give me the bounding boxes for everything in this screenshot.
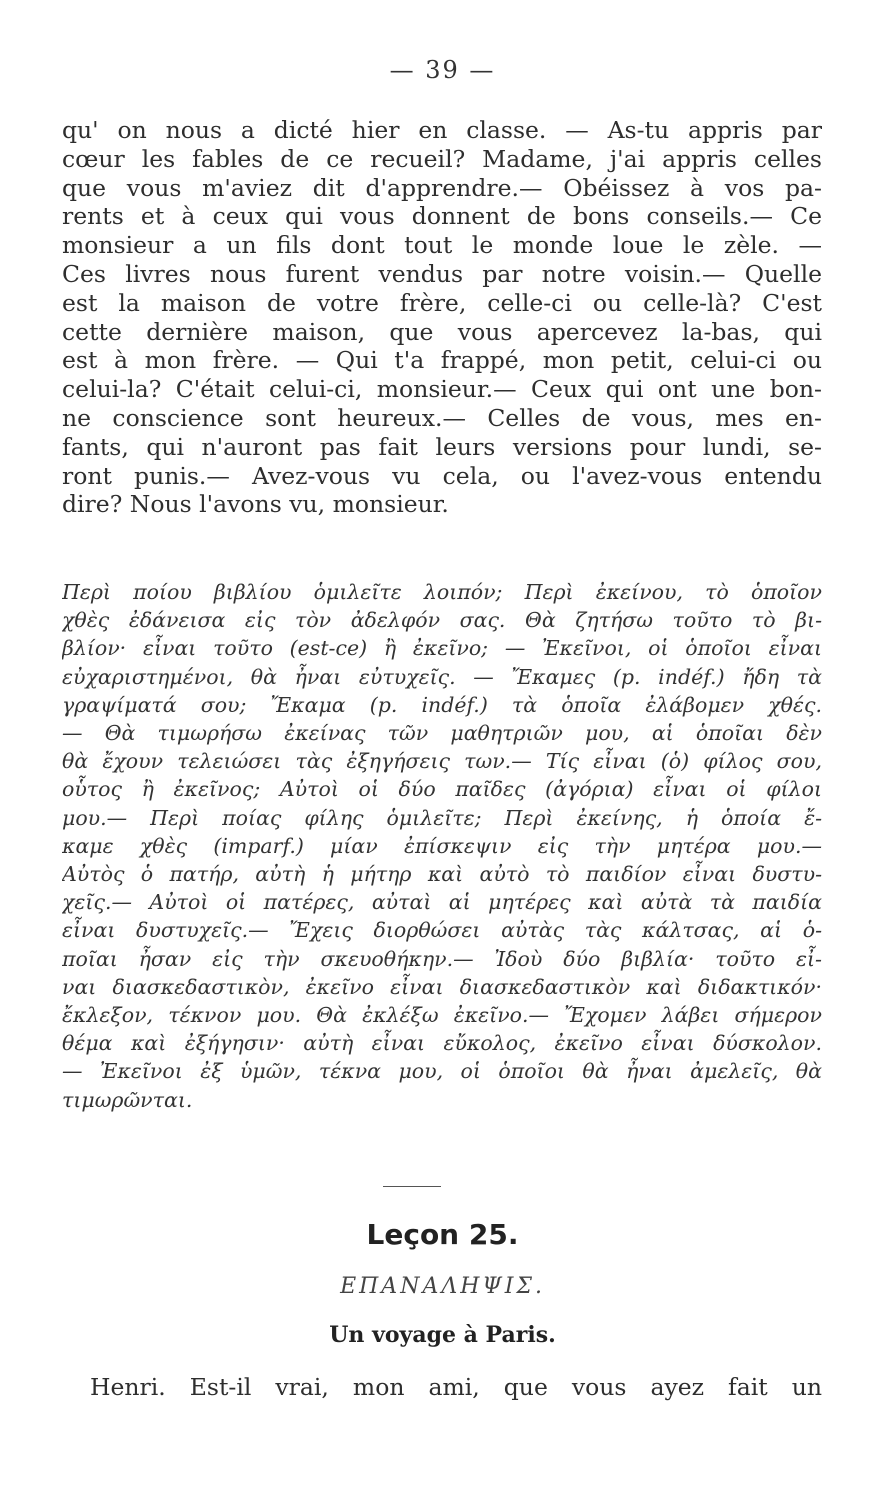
greek-line: ποῖαι ἦσαν εἰς τὴν σκευοθήκην.— Ἰδοὺ δύο βιβλία· τοῦτο εἶ-	[62, 946, 822, 971]
greek-line: γραψίματά σου; Ἔκαμα (p. indéf.) τὰ ὁποῖα ἐλάβομεν χθές.	[62, 692, 822, 717]
french-line: rents et à ceux qui vous donnent de bons conseils.— Ce	[62, 202, 822, 231]
french-line: ne conscience sont heureux.— Celles de vous, mes en-	[62, 403, 822, 432]
lesson-greek-title: ΕΠΑΝΑΛΗΨΙΣ.	[340, 1274, 545, 1299]
greek-line: καμε χθὲς (imparf.) μίαν ἐπίσκεψιν εἰς τὴν μητέρα μου.—	[62, 833, 822, 858]
lesson-title: Leçon 25.	[366, 1218, 519, 1251]
french-line: est la maison de votre frère, celle-ci ou celle-là? C'est	[62, 288, 822, 317]
greek-line: ἔκλεξον, τέκνον μου. Θὰ ἐκλέξω ἐκεῖνο.— Ἔχομεν λάβει σήμερον	[62, 1003, 822, 1028]
french-line: cœur les fables de ce recueil? Madame, j'ai appris celles	[62, 144, 822, 173]
greek-line: — Ἐκεῖνοι ἐξ ὑμῶν, τέκνα μου, οἱ ὁποῖοι θὰ ἦναι ἀμελεῖς, θὰ	[62, 1059, 822, 1084]
greek-line: — Θὰ τιμωρήσω ἐκείνας τῶν μαθητριῶν μου, αἱ ὁποῖαι δὲν	[62, 721, 822, 746]
lesson-subtitle: Un voyage à Paris.	[329, 1322, 556, 1348]
french-line: fants, qui n'auront pas fait leurs versions pour lundi, se-	[62, 432, 822, 461]
section-divider	[383, 1186, 441, 1187]
french-line: Ces livres nous furent vendus par notre voisin.— Quelle	[62, 259, 822, 288]
dialogue-line: Henri. Est-il vrai, mon ami, que vous ayez fait un	[90, 1373, 822, 1401]
french-line: celui-la? C'était celui-ci, monsieur.— Ceux qui ont une bon-	[62, 375, 822, 404]
french-line: que vous m'aviez dit d'apprendre.— Obéissez à vos pa-	[62, 173, 822, 202]
french-line: cette dernière maison, que vous apercevez la-bas, qui	[62, 317, 822, 346]
greek-line: ναι διασκεδαστικὸν, ἐκεῖνο εἶναι διασκεδαστικὸν καὶ διδακτικόν·	[62, 974, 822, 999]
french-line: ront punis.— Avez-vous vu cela, ou l'avez-vous entendu	[62, 461, 822, 490]
greek-line: χθὲς ἐδάνεισα εἰς τὸν ἀδελφόν σας. Θὰ ζητήσω τοῦτο τὸ βι-	[62, 608, 822, 633]
greek-line: εἶναι δυστυχεῖς.— Ἔχεις διορθώσει αὐτὰς τὰς κάλτσας, αἱ ὁ-	[62, 918, 822, 943]
dialogue-paragraph	[90, 1373, 822, 1402]
greek-exercise-paragraph	[62, 578, 822, 1114]
greek-line: Περὶ ποίου βιβλίου ὁμιλεῖτε λοιπόν; Περὶ ἐκείνου, τὸ ὁποῖον	[62, 580, 822, 604]
french-line: est à mon frère. — Qui t'a frappé, mon petit, celui-ci ou	[62, 346, 822, 375]
greek-line: τιμωρῶνται.	[62, 1087, 193, 1112]
french-line: dire? Nous l'avons vu, monsieur.	[62, 490, 449, 519]
greek-line: οὗτος ἢ ἐκεῖνος; Αὐτοὶ οἱ δύο παῖδες (ἀγόρια) εἶναι οἱ φίλοι	[62, 777, 822, 802]
french-exercise-paragraph	[62, 116, 822, 519]
greek-line: θέμα καὶ ἐξήγησιν· αὐτὴ εἶναι εὔκολος, ἐκεῖνο εἶναι δύσκολον.	[62, 1031, 822, 1056]
greek-line: μου.— Περὶ ποίας φίλης ὁμιλεῖτε; Περὶ ἐκείνης, ἡ ὁποία ἔ-	[62, 805, 822, 830]
greek-line: Αὐτὸς ὁ πατήρ, αὐτὴ ἡ μήτηρ καὶ αὐτὸ τὸ παιδίον εἶναι δυστυ-	[62, 862, 822, 887]
greek-line: χεῖς.— Αὐτοὶ οἱ πατέρες, αὐταὶ αἱ μητέρες καὶ αὐτὰ τὰ παιδία	[62, 890, 822, 915]
greek-line: εὐχαριστημένοι, θὰ ἦναι εὐτυχεῖς. — Ἔκαμες (p. indéf.) ἤδη τὰ	[62, 664, 822, 689]
page-number: — 39 —	[389, 56, 496, 84]
french-line: qu' on nous a dicté hier en classe. — As-tu appris par	[62, 116, 822, 144]
greek-line: θὰ ἔχουν τελειώσει τὰς ἐξηγήσεις των.— Τίς εἶναι (ὁ) φίλος σου,	[62, 749, 822, 774]
french-line: monsieur a un fils dont tout le monde loue le zèle. —	[62, 231, 822, 260]
greek-line: βλίον· εἶναι τοῦτο (est-ce) ἢ ἐκεῖνο; — Ἐκεῖνοι, οἱ ὁποῖοι εἶναι	[62, 636, 822, 661]
